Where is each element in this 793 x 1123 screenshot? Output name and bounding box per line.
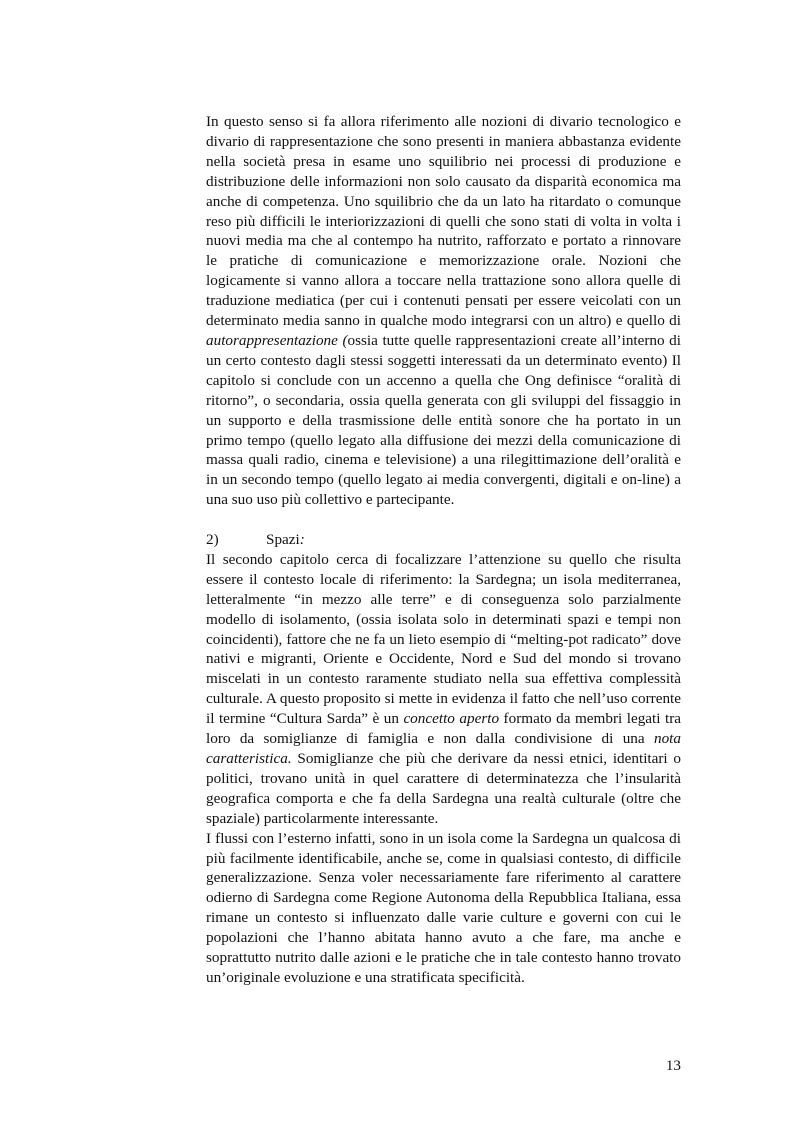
section-number: 2) bbox=[206, 531, 219, 549]
paragraph-flussi: I flussi con l’esterno infatti, sono in un isola come la Sardegna un qualcosa di più facilmente identificabile, anche se, come in qualsiasi contesto, di difficile generalizzazione. Senza voler necessariamente fare riferimento al carattere odierno di Sardegna come Regione Autonoma della Repubblica Italiana, essa rimane un contesto si influenzato dalle varie culture e governi con cui le popolazioni che l’hanno abitata hanno avuto a che fare, ma anche e soprattutto nutrito dalle azioni e le pratiche che in tale contesto hanno trovato un’originale evoluzione e una stratificata specificità. bbox=[206, 829, 681, 986]
section-title-text: Spazi bbox=[266, 531, 300, 549]
paragraph-divario-text-a: In questo senso si fa allora riferimento alle nozioni di divario tecnologico e divario di rappresentazione che sono presenti in maniera abbastanza evidente nella società presa in esame uno squilibrio nei processi di produzione e distribuzione delle informazioni non solo causato da disparità economica ma anche di competenza. Uno squilibrio che da un lato ha ritardato o comunque reso più difficili le interiorizzazioni di quelli che sono stati di volta in volta i nuovi media ma che al contempo ha nutrito, rafforzato e portato a rinnovare le pratiche di comunicazione e memorizzazione orale. Nozioni che logicamente si vanno allora a toccare nella trattazione sono allora quelle di traduzione mediatica (per cui i contenuti pensati per essere veicolati con un determinato media sanno in qualche modo integrarsi con un altro) e quello di bbox=[206, 113, 681, 330]
paragraph-divario bbox=[206, 112, 681, 510]
page-body bbox=[206, 112, 681, 988]
paragraph-sardegna-emphasis-1: concetto aperto bbox=[403, 710, 500, 728]
section-heading-spazi bbox=[206, 530, 681, 550]
section-title-suffix: : bbox=[299, 531, 305, 549]
page-number: 13 bbox=[665, 1057, 681, 1074]
section-title bbox=[266, 530, 305, 550]
paragraph-sardegna-emphasis-2: nota caratteristica. bbox=[206, 730, 681, 767]
paragraph-divario-text-b: ossia tutte quelle rappresentazioni create all’interno di un certo contesto dagli stessi soggetti interessati da un determinato evento) Il capitolo si conclude con un accenno a quella che Ong definisce “oralità di ritorno”, o secondaria, ossia quella generata con gli sviluppi del fissaggio in un supporto e della trasmissione delle entità sonore che ha portato in un primo tempo (quello legato alla diffusione dei mezzi della comunicazione di massa quali radio, cinema e televisione) a una rilegittimazione dell’oralità e in un secondo tempo (quello legato ai media convergenti, digitali e on-line) a una suo uso più collettivo e partecipante. bbox=[206, 331, 681, 509]
paragraph-sardegna-text-a: Il secondo capitolo cerca di focalizzare l’attenzione su quello che risulta essere il contesto locale di riferimento: la Sardegna; un isola mediterranea, letteralmente “in mezzo alle terre” e di conseguenza solo parzialmente modello di isolamento, (ossia isolata solo in determinati spazi e tempi non coincidenti), fattore che ne fa un lieto esempio di “melting-pot radicato” dove nativi e migranti, Oriente e Occidente, Nord e Sud del mondo si trovano miscelati in un contesto raramente studiato nella sua effettiva complessità culturale. A questo proposito si mette in evidenza il fatto che nell’uso corrente il termine “Cultura Sarda” è un bbox=[206, 550, 681, 728]
paragraph-sardegna-text-c: Somiglianze che più che derivare da nessi etnici, identitari o politici, trovano unità in quel carattere di determinatezza che l’insularità geografica comporta e che fa della Sardegna una realtà culturale (oltre che spaziale) particolarmente interessante. bbox=[206, 749, 681, 827]
paragraph-sardegna-text-b: formato da membri legati tra loro da somiglianze di famiglia e non dalla condivisione di una bbox=[206, 710, 681, 748]
paragraph-divario-emphasis: autorappresentazione ( bbox=[206, 331, 348, 349]
paragraph-spacer bbox=[206, 510, 681, 530]
paragraph-sardegna bbox=[206, 550, 681, 829]
